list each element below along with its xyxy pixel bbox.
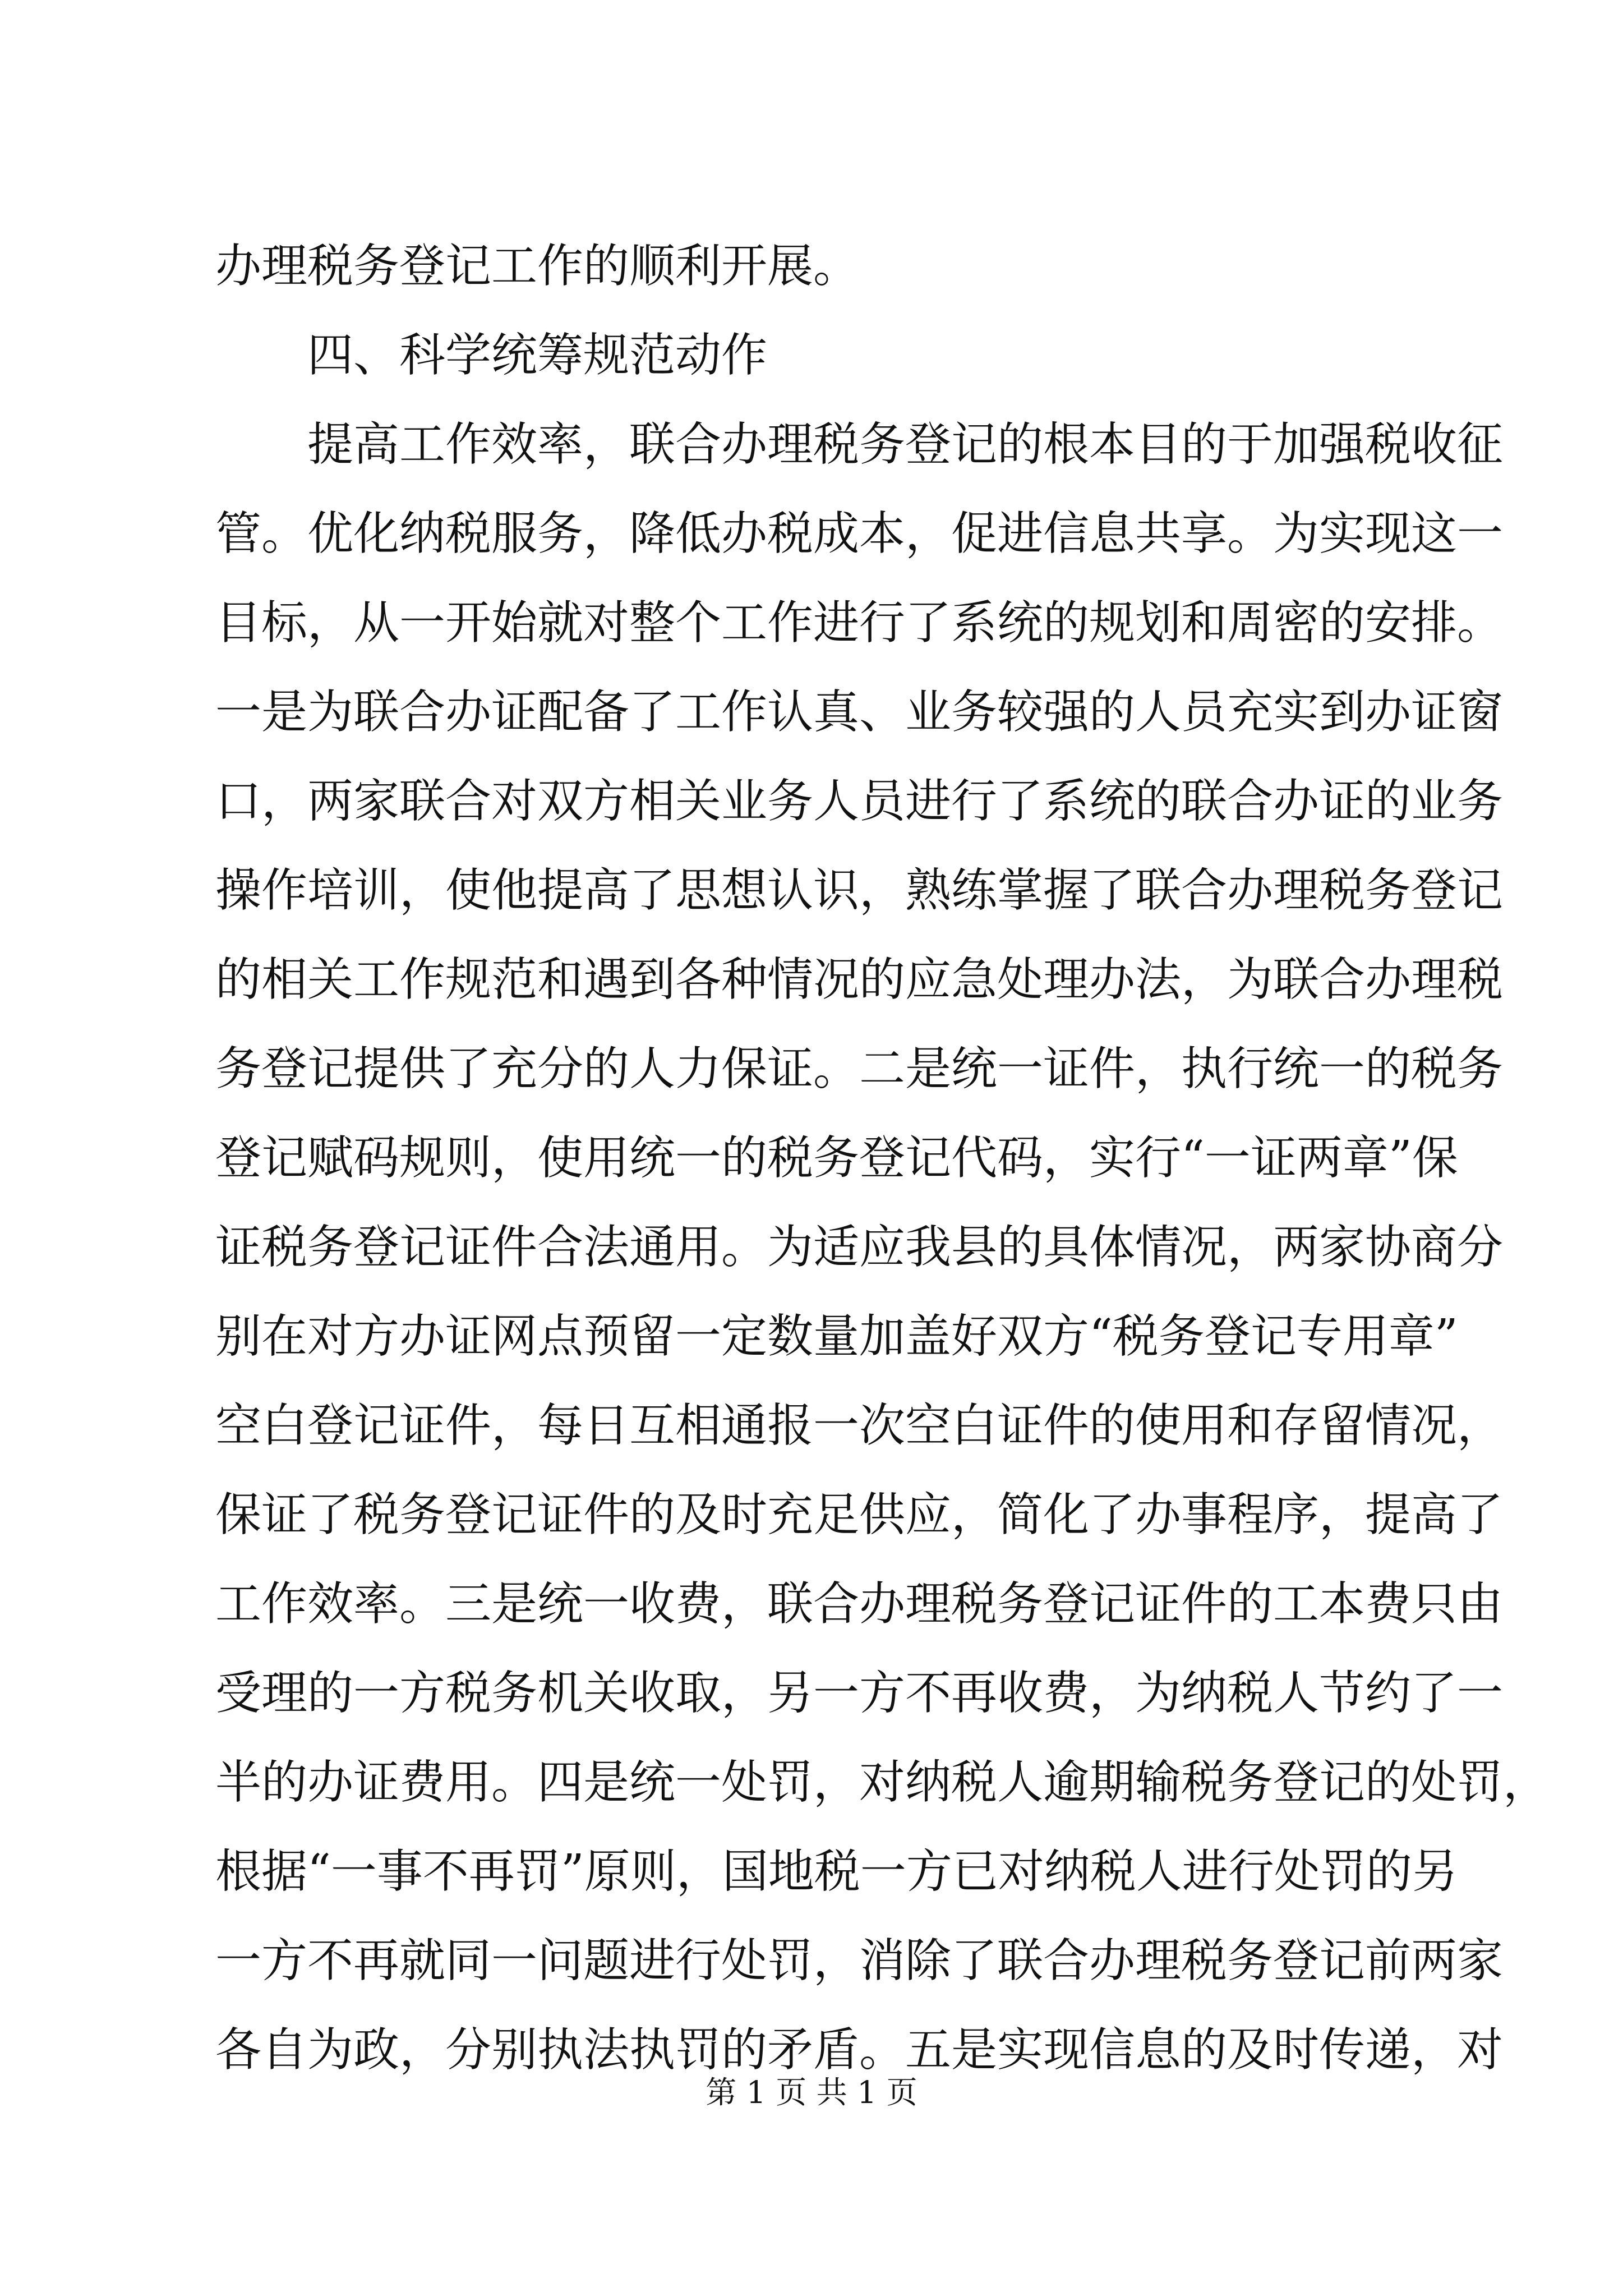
section-heading: 四、科学统筹规范动作 <box>307 329 768 382</box>
paragraph-line: 操作培训，使他提高了思想认识，熟练掌握了联合办理税务登记 <box>215 864 1504 917</box>
paragraph-line: 提高工作效率，联合办理税务登记的根本目的于加强税收征 <box>307 418 1504 471</box>
document-body <box>215 222 1550 2095</box>
paragraph-line: 管。优化纳税服务，降低办税成本，促进信息共享。为实现这一 <box>215 507 1504 560</box>
paragraph-line: 别在对方办证网点预留一定数量加盖好双方“税务登记专用章” <box>215 1310 1458 1363</box>
paragraph-line: 目标，从一开始就对整个工作进行了系统的规划和周密的安排。 <box>215 596 1504 650</box>
paragraph-line: 保证了税务登记证件的及时充足供应，简化了办事程序，提高了 <box>215 1488 1504 1542</box>
paragraph-line-continuation: 办理税务登记工作的顺利开展。 <box>215 240 860 293</box>
page-number-label: 第 1 页 共 1 页 <box>706 2074 917 2110</box>
paragraph-line: 的相关工作规范和遇到各种情况的应急处理办法，为联合办理税 <box>215 953 1504 1006</box>
paragraph-line: 空白登记证件，每日互相通报一次空白证件的使用和存留情况， <box>215 1399 1504 1452</box>
paragraph-line: 口，两家联合对双方相关业务人员进行了系统的联合办证的业务 <box>215 775 1504 828</box>
paragraph-line: 工作效率。三是统一收费，联合办理税务登记证件的工本费只由 <box>215 1577 1504 1631</box>
paragraph-line: 根据“一事不再罚”原则，国地税一方已对纳税人进行处罚的另 <box>215 1845 1458 1898</box>
page-footer <box>0 2070 1623 2115</box>
paragraph-line: 各自为政，分别执法执罚的矛盾。五是实现信息的及时传递，对 <box>215 2023 1504 2077</box>
paragraph-line: 登记赋码规则，使用统一的税务登记代码，实行“一证两章”保 <box>215 1131 1458 1185</box>
paragraph-line: 一是为联合办证配备了工作认真、业务较强的人员充实到办证窗 <box>215 685 1504 739</box>
paragraph-line: 务登记提供了充分的人力保证。二是统一证件，执行统一的税务 <box>215 1042 1504 1096</box>
paragraph-line: 受理的一方税务机关收取，另一方不再收费，为纳税人节约了一 <box>215 1667 1504 1720</box>
paragraph-line: 证税务登记证件合法通用。为适应我县的具体情况，两家协商分 <box>215 1221 1504 1274</box>
paragraph-line: 一方不再就同一问题进行处罚，消除了联合办理税务登记前两家 <box>215 1934 1504 1987</box>
paragraph-line: 半的办证费用。四是统一处罚，对纳税人逾期输税务登记的处罚， <box>215 1756 1550 1809</box>
